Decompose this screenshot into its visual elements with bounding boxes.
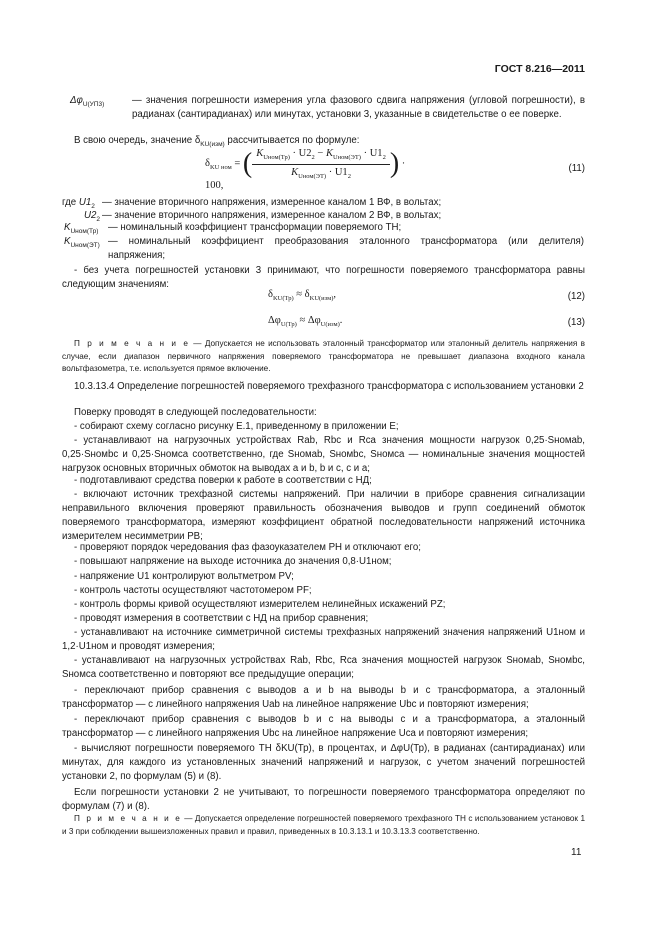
section-final: Если погрешности установки 2 не учитывают, то погрешности поверяемого трансформатора определяют по формулам (7) и (8).: [62, 787, 585, 812]
document-header: ГОСТ 8.216—2011: [494, 63, 585, 75]
formula-intro: В свою очередь, значение $\delta_{KU(изм)}$ рассчитывается по формуле:: [74, 135, 360, 148]
step-item: - контроль частоты осуществляют частотомером PF;: [74, 585, 312, 596]
step-item: - контроль формы кривой осуществляют измерителем нелинейных искажений PZ;: [74, 599, 446, 610]
note-1: П р и м е ч а н и е — Допускается не использовать эталонный трансформатор или эталонный делитель напряжения в случае, если диапазон первичного напряжения поверяемого трансформатора не превышает диапазона входного канала вольтфазометра, т.е. используется прямое включение.: [62, 339, 585, 373]
eq11-fraction: $\frac{K_{Uном(Тр)} \cdot U2_2 - K_{Uном(ЭТ)} \cdot U1_2}{K_{Uном(ЭТ)} \cdot U1_2}$: [252, 148, 390, 179]
step-item: - устанавливают на нагрузочных устройствах Rab, Rbc и Rca значения мощности нагрузок 0,25·Sномab, 0,25·Sномbc и 0,25·Sномca соответственно, где Sномab, Sномbc, Sномca — номинальные значения мощностей нагрузок основных вторичных обмоток на выводах a и b, b и c, c и a;: [62, 435, 585, 474]
step-item: - подготавливают средства поверки к работе в соответствии с НД;: [74, 475, 372, 486]
note-2: П р и м е ч а н и е — Допускается определение погрешностей поверяемого трехфазного ТН с использованием установок 1 и 3 при соблюдении вышеизложенных правил и правил, приведенных в 10.3.13.1 и 10.3.13.3 соответственно.: [62, 814, 585, 836]
step-item: - переключают прибор сравнения с выводов a и b на выводы b и c трансформатора, а эталонный трансформатор — с линейного напряжения Uab на линейное напряжение Ubc и повторяют измерения;: [62, 685, 585, 710]
page-number: 11: [571, 847, 582, 858]
section-intro: Поверку проводят в следующей последовательности:: [74, 407, 317, 418]
step-item: - устанавливают на нагрузочных устройствах Rab, Rbc, Rca значения мощностей нагрузок Sномab, Sномbc, Sномca соответственно и повторяют все предыдущие операции;: [62, 655, 585, 680]
step-item: - проводят измерения в соответствии с НД на прибор сравнения;: [74, 613, 369, 624]
paragraph-without-errors: - без учета погрешностей установки 3 принимают, что погрешности поверяемого трансформатора равны следующим значениям:: [62, 265, 585, 290]
equation-11-number: (11): [568, 163, 585, 174]
definition-item: $K_{Uном(Тр)}$ — номинальный коэффициент трансформации поверяемого ТН;: [64, 222, 402, 235]
step-item: - переключают прибор сравнения с выводов b и c на выводы c и a трансформатора, а эталонный трансформатор — с линейного напряжения Ubc на линейное напряжение Uca и повторяют измерения;: [62, 714, 585, 739]
equation-12: $\delta_{KU(Тр)} \approx \delta_{KU(изм)}$,: [268, 289, 337, 303]
definition-text: — значения погрешности измерения угла фазового сдвига напряжения (угловой погрешности), в радианах (сантирадианах) или минутах, установки 3, указанные в свидетельстве о ее поверке.: [132, 95, 585, 120]
step-item: - вычисляют погрешности поверяемого ТН δKU(Тр), в процентах, и ΔφU(Тр), в радианах (сантирадианах) или минутах, для каждого из установленных значений напряжений и нагрузок, с учетом значений погрешностей установки 2, по формулам (5) и (8).: [62, 743, 585, 782]
equation-12-number: (12): [567, 291, 585, 302]
step-item: - собирают схему согласно рисунку Е.1, приведенному в приложении Е;: [74, 421, 399, 432]
definition-list: [62, 196, 585, 261]
equation-13: $\Delta\varphi_{U(Тр)} \approx \Delta\varphi_{U(изм)}$.: [268, 315, 343, 329]
equation-11: $\delta_{KU ном}$ = ( $\frac{K_{Uном(Тр)} \cdot U2_2 - K_{Uном(ЭТ)} \cdot U1_2}{K_{Uном(ЭТ)} \cdot U1_2}$ ) · 100,: [205, 148, 406, 191]
step-item: - включают источник трехфазной системы напряжений. При наличии в приборе сравнения сигнализации неправильного включения проверяют правильность обозначения выводов и групп соединений обмоток поверяемого трансформатора, измеряют коэффициент обратной последовательности напряжений источника измерителем несимметрии PB;: [62, 489, 585, 542]
step-item: - проверяют порядок чередования фаз фазоуказателем PH и отключают его;: [74, 542, 421, 553]
section-title: 10.3.13.4 Определение погрешностей поверяемого трехфазного трансформатора c использованием установки 2: [74, 381, 584, 392]
step-item: - устанавливают на источнике симметричной системы трехфазных напряжений значения напряжений U1ном и 1,2·U1ном и проводят измерения;: [62, 627, 585, 652]
definition-item: где $U1_2$ — значение вторичного напряжения, измеренное каналом 1 ВФ, в вольтах;: [62, 197, 442, 210]
definition-item: $U2_2$ — значение вторичного напряжения, измеренное каналом 2 ВФ, в вольтах;: [84, 209, 442, 223]
equation-13-number: (13): [567, 317, 585, 328]
definition-symbol: $\Delta\varphi_{U(УП3)}$: [70, 95, 105, 108]
definition-item: $K_{Uном(ЭТ)}$ — номинальный коэффициент преобразования эталонного трансформатора (или делителя) напряжения;: [64, 235, 584, 261]
eq11-lhs: $\delta_{KU ном}$: [205, 158, 232, 172]
step-item: - повышают напряжение на выходе источника до значения 0,8·U1ном;: [74, 556, 392, 567]
step-item: - напряжение U1 контролируют вольтметром PV;: [74, 571, 294, 582]
